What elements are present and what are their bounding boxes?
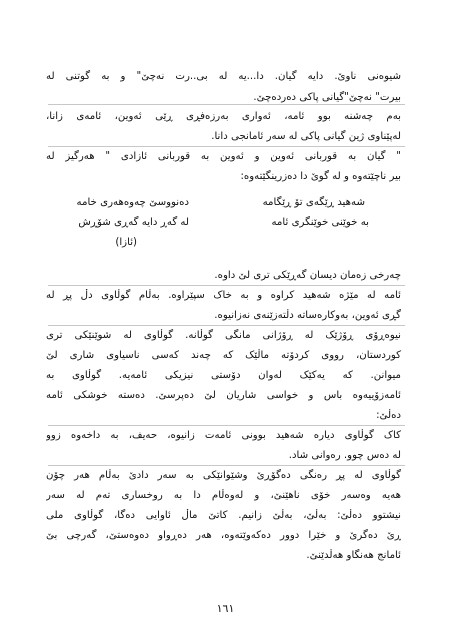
paragraph-2-line-2: لەپێناوی ژین گیانی پاکی لە سەر ئامانجی دانا.: [211, 131, 401, 142]
paragraph-1-line-1: شیوەنی ناوێ. دایە گیان. دا...یە لە بی..رت نەچێ" و بە گوتنی لە: [46, 71, 401, 82]
poem-line-1-left-hemistich: شەهید ڕێگەی تۆ ڕێگامە: [262, 197, 365, 208]
paragraph-6-line-2: کوردستان، رووی کردۆتە ماڵێک کە چەند کەسی ناسیاوی شاری لێ: [46, 350, 401, 361]
paragraph-6-line-4: ئامەزۆییەوە باس و خواسی شاریان لێ دەپرسێ. دەستە خوشکی ئامە: [46, 390, 401, 401]
paragraph-5-line-1: ئامە لە مێژە شەهید کراوە و بە خاک سپێراوە. بەڵام گوڵاوی دڵ پڕ لە: [46, 290, 401, 301]
paragraph-8-line-2: هەیە وەسەر خۆی ناهێنێ، و لەوەڵام دا بە روخساری تەم لە سەر: [46, 490, 401, 501]
separator: [48, 104, 405, 105]
paragraph-6-line-1: نیوەڕۆی ڕۆژێک لە ڕۆژانی مانگی گوڵانە. گوڵاوی لە شوێنێکی تری: [46, 330, 401, 341]
separator: [48, 465, 405, 466]
paragraph-2-line-1: بەم چەشنە بوو ئامە، ئەواری بەرزەفڕی ڕێی ئەوین، ئامەی زانا،: [46, 111, 401, 122]
paragraph-3-line-2: بیر ناچێتەوە و لە گوێ دا دەزرینگێتەوە:: [240, 171, 401, 182]
page-number: ١٦١: [216, 602, 235, 615]
paragraph-8-line-1: گوڵاوی لە پڕ رەنگی دەگۆڕێ وشێوانێکی بە سەر دادێ بەڵام هەر چۆن: [46, 470, 401, 481]
poem-line-1-right-hemistich: دەنووسێ چەوەهەری خامە: [76, 197, 189, 208]
poem-signature: (ئازا): [115, 237, 137, 248]
separator: [48, 325, 405, 326]
paragraph-4-line-1: چەرخی زەمان دیسان گەڕێکی تری لێ داوە.: [214, 270, 401, 281]
paragraph-3-line-1: " گیان بە قوربانی ئەوین و ئەوین بە قوربانی ئازادی " هەرگیز لە: [46, 151, 401, 162]
poem-line-2-right-hemistich: لە گەڕ دایە گەڕی شۆڕش: [78, 217, 189, 228]
paragraph-7-line-2: لە دەس چوو. رەوانی شاد.: [288, 450, 401, 461]
paragraph-5-line-2: گڕی ئەوین، بەوکارەساتە دڵتەزێنەی نەزانیوە.: [214, 310, 401, 321]
separator: [48, 425, 405, 426]
paragraph-7-line-1: کاک گوڵاوی دیارە شەهید بوونی ئامەت زانیوە، حەیف، بە داخەوە زوو: [46, 430, 401, 441]
poem-line-2-left-hemistich: بە خوێنی خوێنگری ئامە: [271, 217, 369, 228]
separator: [48, 146, 405, 147]
separator: [48, 285, 405, 286]
paragraph-8-line-3: نیشتوو دەڵێ: بەڵێ، بەڵێ زانیم. کاتێ ماڵ ئاوایی دەگا، گوڵاوی ملی: [46, 510, 401, 521]
paragraph-6-line-3: میوانن. کە یەکێک لەوان دۆستی نیزیکی ئامەیە. گوڵاوی بە: [46, 370, 401, 381]
paragraph-1-line-2: بیرت" نەچێ"گیانی پاکی دەردەچێ.: [253, 92, 401, 103]
paragraph-6-line-5: دەڵێ:: [376, 410, 401, 421]
paragraph-8-line-4: ڕێ دەگرێ و خێرا دوور دەکەوێتەوە، هەر دەڕواو دەوەستێ، گەرچی بێ: [46, 530, 401, 541]
paragraph-8-line-5: ئامانج هەنگاو هەڵدێنێ.: [306, 550, 401, 561]
